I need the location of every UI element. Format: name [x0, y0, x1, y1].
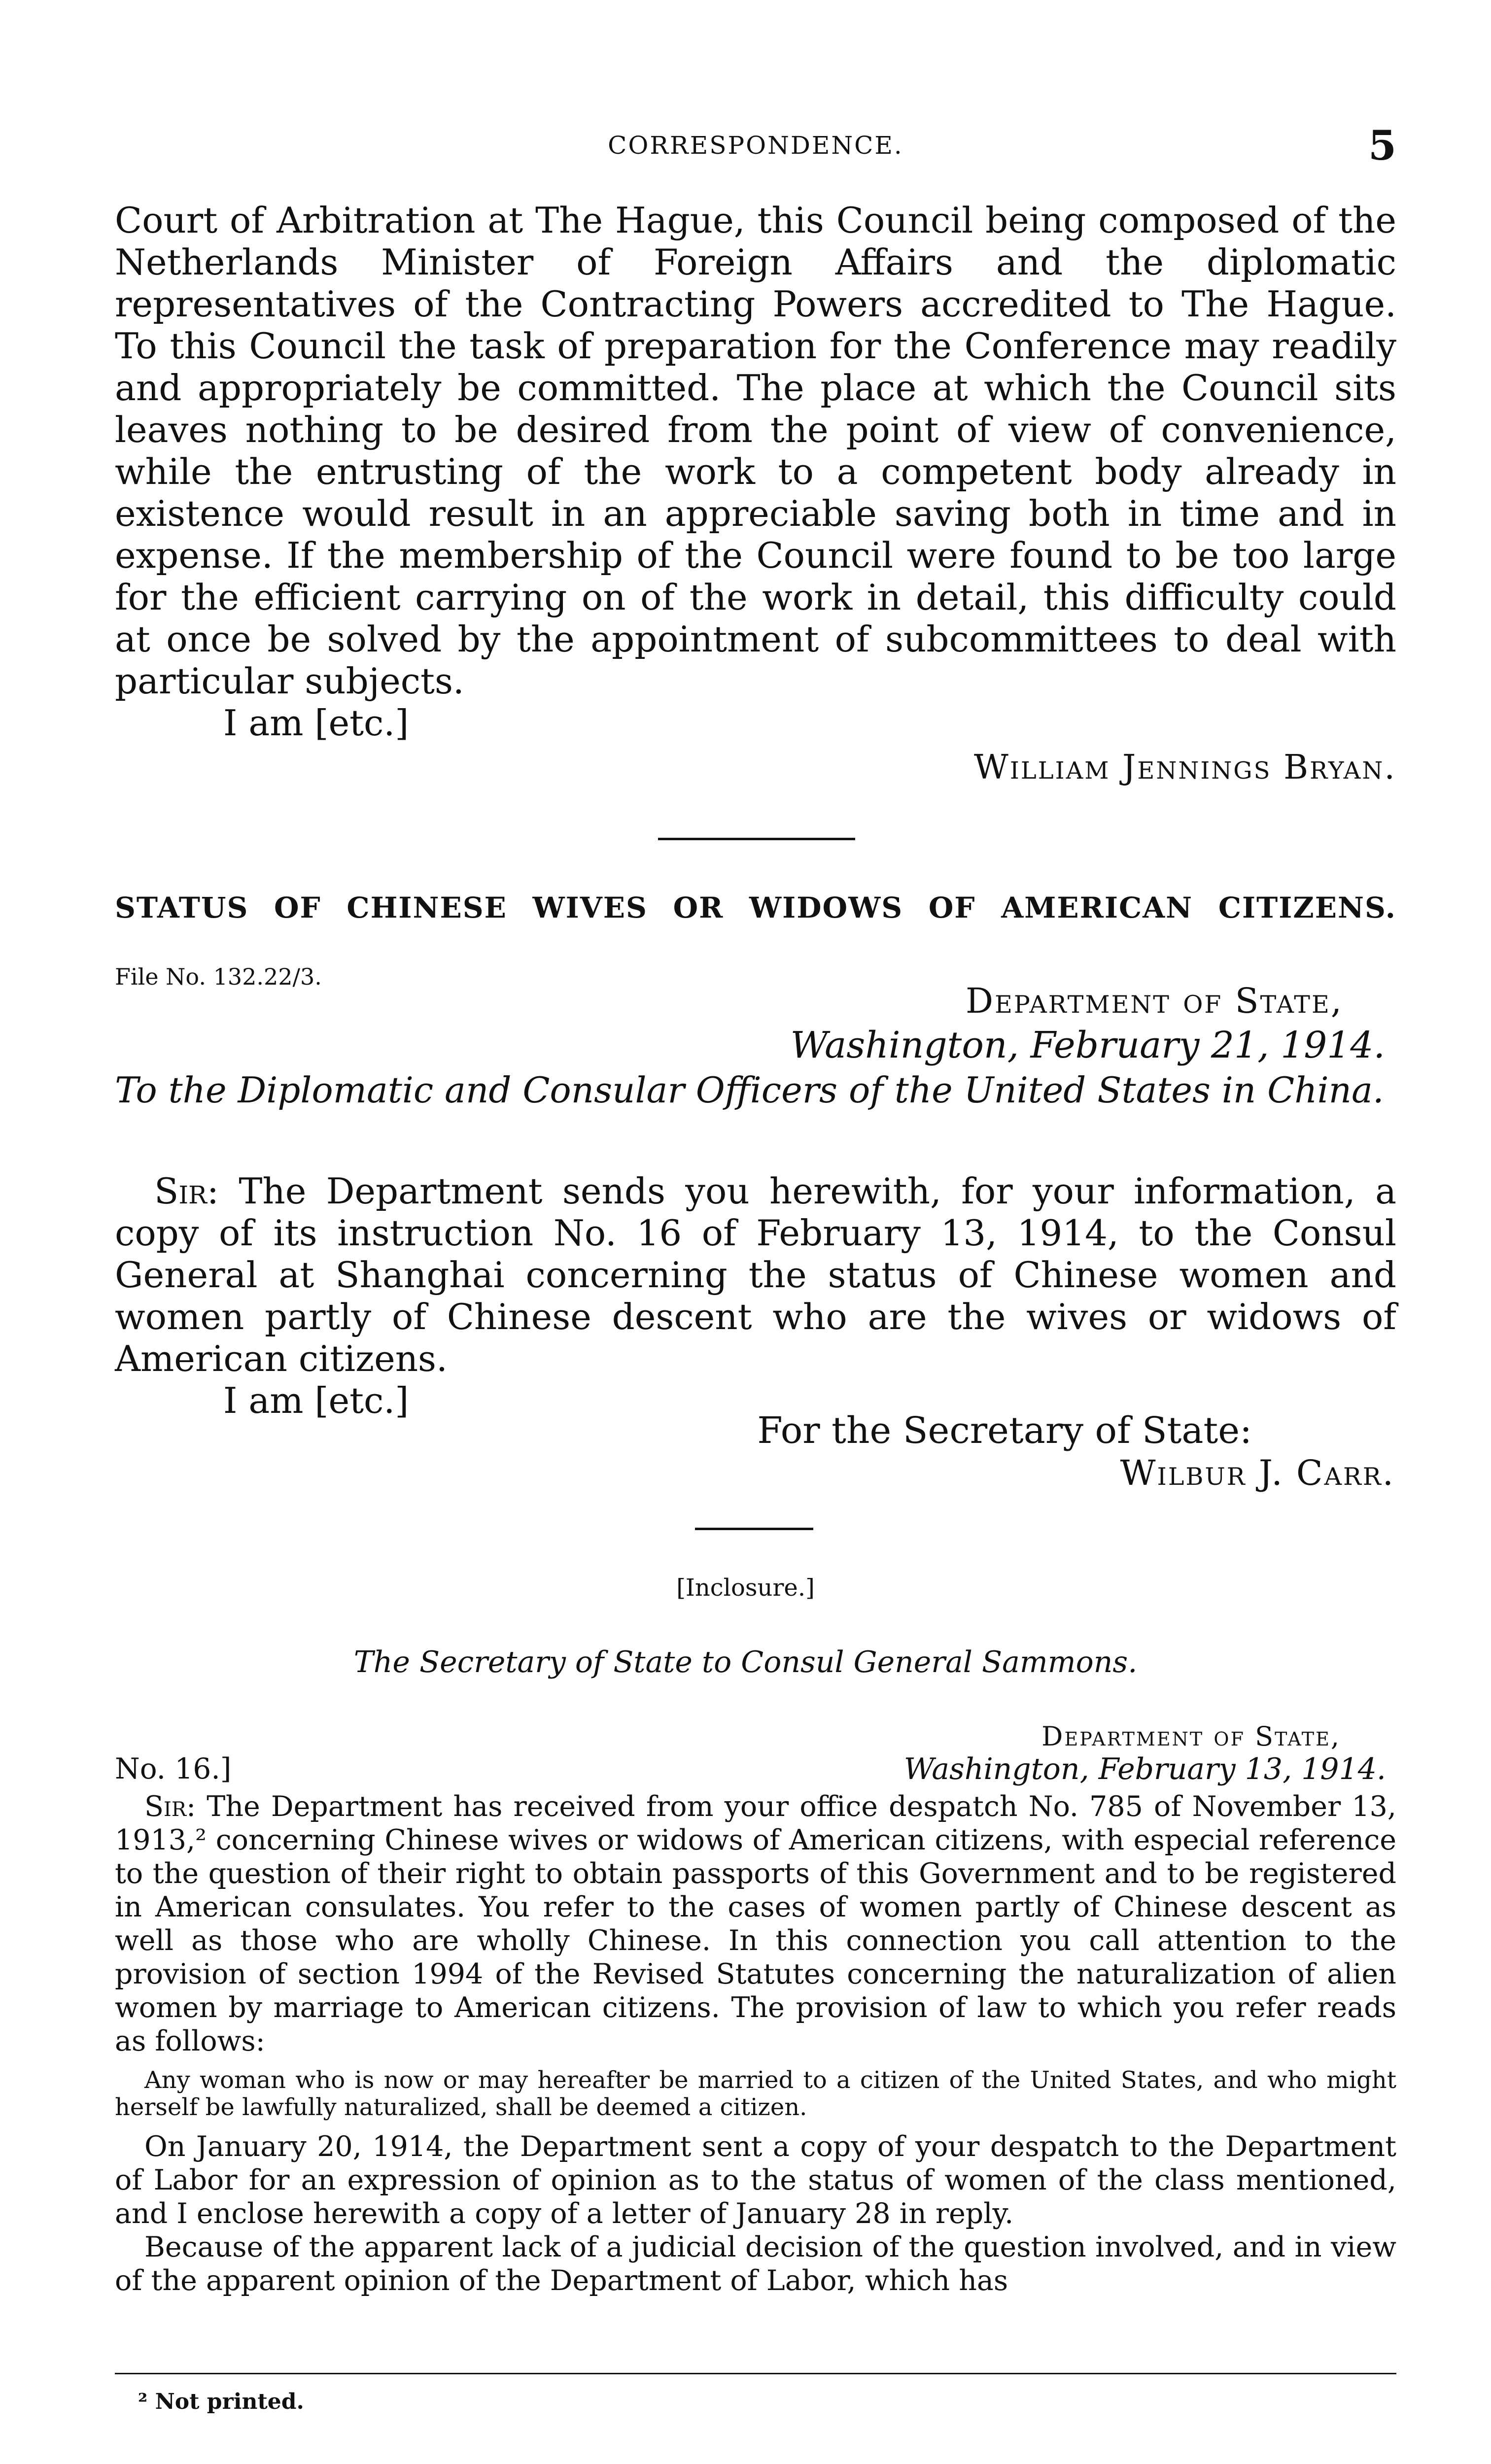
letter-date: Washington, February 21, 1914.: [790, 1024, 1385, 1066]
inclosure-heading: The Secretary of State to Consul General Sammons.: [353, 1645, 1138, 1679]
inclosure-para-1-text: The Department has received from your office despatch No. 785 of November 13, 1913,² concerning Chinese wives or widows of American citizens, with especial reference to the question of their right to obtain passports of this Government and to be registered in American consulates. You refer to the cases of women partly of Chinese descent as well as those who are wholly Chinese. In this connection you call attention to the provision of section 1994 of the Revised Statutes concerning the naturalization of alien women by marriage to American citizens. The provision of law to which you refer reads as follows:: [115, 1790, 1396, 2057]
inclosure-para-3: Because of the apparent lack of a judicial decision of the question involved, and in view of the apparent opinion of the Department of Labor, which has: [115, 2231, 1396, 2297]
section-title: STATUS OF CHINESE WIVES OR WIDOWS OF AMERICAN CITIZENS.: [115, 891, 1396, 924]
dept-heading: [966, 981, 1343, 1021]
letter-body-block: [115, 1170, 1396, 1422]
for-secretary: For the Secretary of State:: [757, 1409, 1252, 1452]
section-separator-2: [695, 1528, 813, 1530]
inclosure-dept: Department of State,: [1041, 1721, 1341, 1752]
dept-name: Department of State,: [965, 981, 1343, 1021]
footnote-rule: [115, 2373, 1396, 2374]
letter-body-text: The Department sends you herewith, for your information, a copy of its instruction No. 16 of February 13, 1914, to the Consul General at Shanghai concerning the status of Chinese women and women partly of Chinese descent who are the wives or widows of American citizens.: [115, 1170, 1397, 1379]
continuation-closing: I am [etc.]: [223, 702, 409, 744]
continuation-section: [115, 200, 1396, 744]
inclosure-number: No. 16.]: [115, 1752, 232, 1785]
running-header: [115, 122, 1396, 170]
continuation-signature-block: [115, 748, 1396, 787]
inclosure-para-1: [115, 1790, 1396, 2058]
continuation-paragraph: Court of Arbitration at The Hague, this Council being composed of the Netherlands Minister of Foreign Affairs and the diplomatic representatives of the Contracting Powers accredited to The Hague. To this Council the task of preparation for the Conference may readily and appropriately be committed. The place at which the Council sits leaves nothing to be desired from the point of view of convenience, while the entrusting of the work to a competent body already in existence would result in an appreciable saving both in time and in expense. If the membership of the Council were found to be too large for the efficient carrying on of the work in detail, this difficulty could at once be solved by the appointment of subcommittees to deal with particular subjects.: [115, 200, 1396, 702]
inclosure-date: Washington, February 13, 1914.: [903, 1752, 1386, 1786]
signature-bryan: William Jennings Bryan.: [974, 748, 1396, 787]
inclosure-salutation: Sir:: [144, 1790, 196, 1823]
salutation: Sir:: [154, 1170, 219, 1212]
statute-quote: Any woman who is now or may hereafter be married to a citizen of the United States, and who might herself be lawfully naturalized, shall be deemed a citizen.: [115, 2066, 1396, 2121]
letter-closing: I am [etc.]: [223, 1380, 409, 1421]
signature-carr: Wilbur J. Carr.: [1120, 1453, 1395, 1493]
footnote: ² Not printed.: [138, 2389, 304, 2414]
running-title: CORRESPONDENCE.: [608, 131, 903, 160]
inclosure-para-2: On January 20, 1914, the Department sent a copy of your despatch to the Department of Labor for an expression of opinion as to the status of women of the class mentioned, and I enclose herewith a copy of a letter of January 28 in reply.: [115, 2130, 1396, 2230]
page-number: 5: [1368, 122, 1396, 170]
letter-body: [115, 1170, 1396, 1380]
letter-addressee-block: [115, 1069, 1396, 1111]
inclosure-body: [115, 1790, 1396, 2297]
inclosure-label: [Inclosure.]: [676, 1574, 815, 1602]
file-number: File No. 132.22/3.: [115, 963, 322, 990]
letter-addressee: To the Diplomatic and Consular Officers of the United States in China.: [115, 1069, 1384, 1111]
section-separator: [658, 838, 855, 840]
